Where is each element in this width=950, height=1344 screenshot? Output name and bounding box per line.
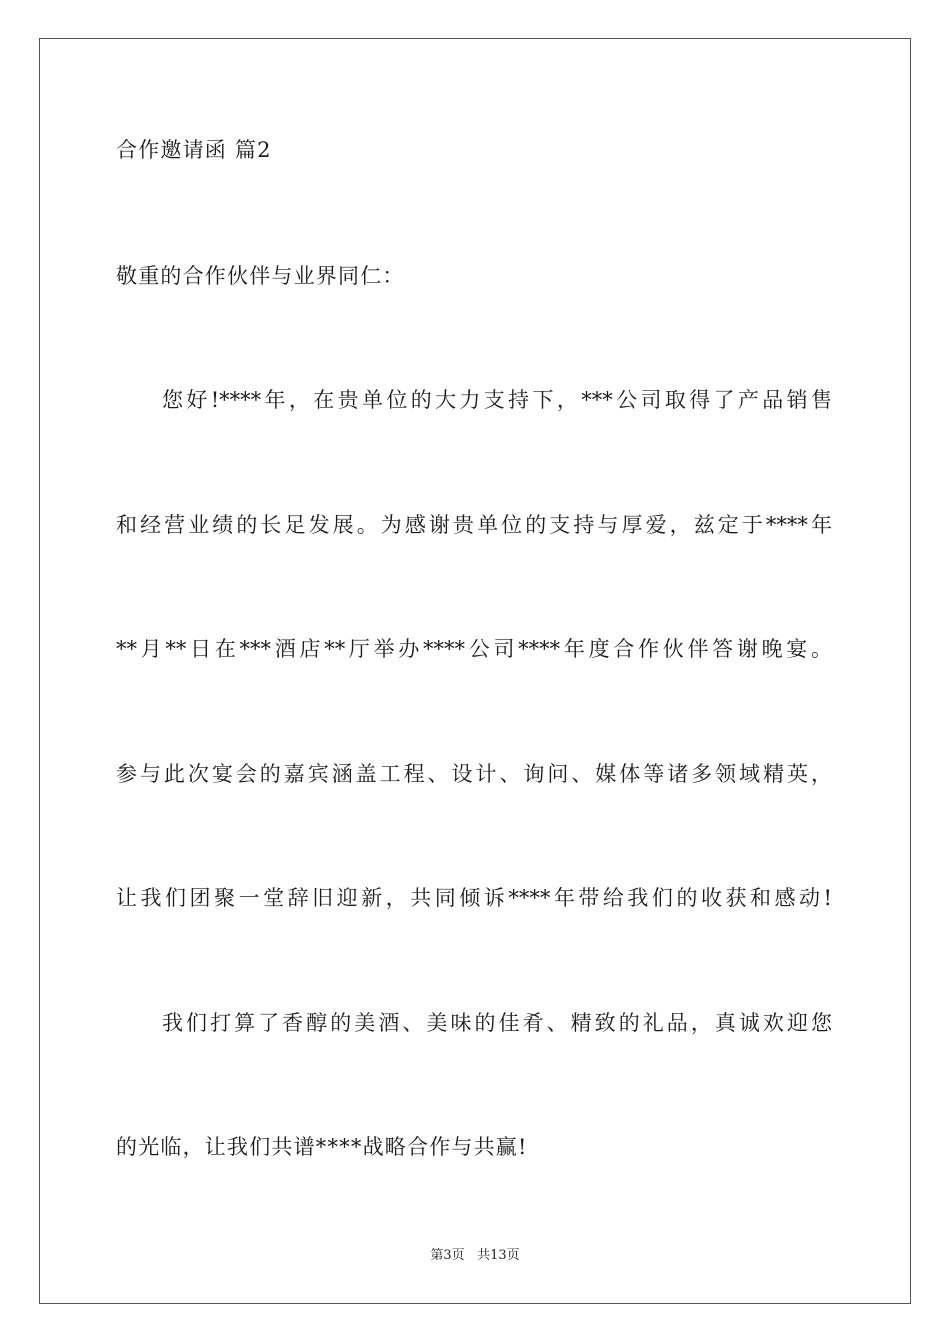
document-heading: 合作邀请函 篇2 bbox=[116, 138, 272, 162]
body-line-7: 的光临，让我们共谱****战略合作与共赢! bbox=[116, 1135, 528, 1159]
body-line-3: **月**日在***酒店**厅举办****公司****年度合作伙伴答谢晚宴。 bbox=[116, 637, 832, 661]
body-line-6: 我们打算了香醇的美酒、美味的佳肴、精致的礼品，真诚欢迎您 bbox=[162, 1011, 832, 1035]
body-line-5: 让我们团聚一堂辞旧迎新，共同倾诉****年带给我们的收获和感动! bbox=[116, 886, 832, 910]
body-line-2: 和经营业绩的长足发展。为感谢贵单位的支持与厚爱，兹定于****年 bbox=[116, 513, 832, 537]
body-line-1: 您好!****年，在贵单位的大力支持下，***公司取得了产品销售 bbox=[162, 388, 832, 412]
salutation: 敬重的合作伙伴与业界同仁： bbox=[116, 264, 405, 288]
page-footer bbox=[0, 1248, 950, 1264]
page-number: 第3页 bbox=[430, 1248, 465, 1263]
total-pages: 共13页 bbox=[477, 1248, 520, 1263]
page-border bbox=[39, 38, 911, 1304]
body-line-4: 参与此次宴会的嘉宾涵盖工程、设计、询问、媒体等诸多领域精英， bbox=[116, 762, 832, 786]
